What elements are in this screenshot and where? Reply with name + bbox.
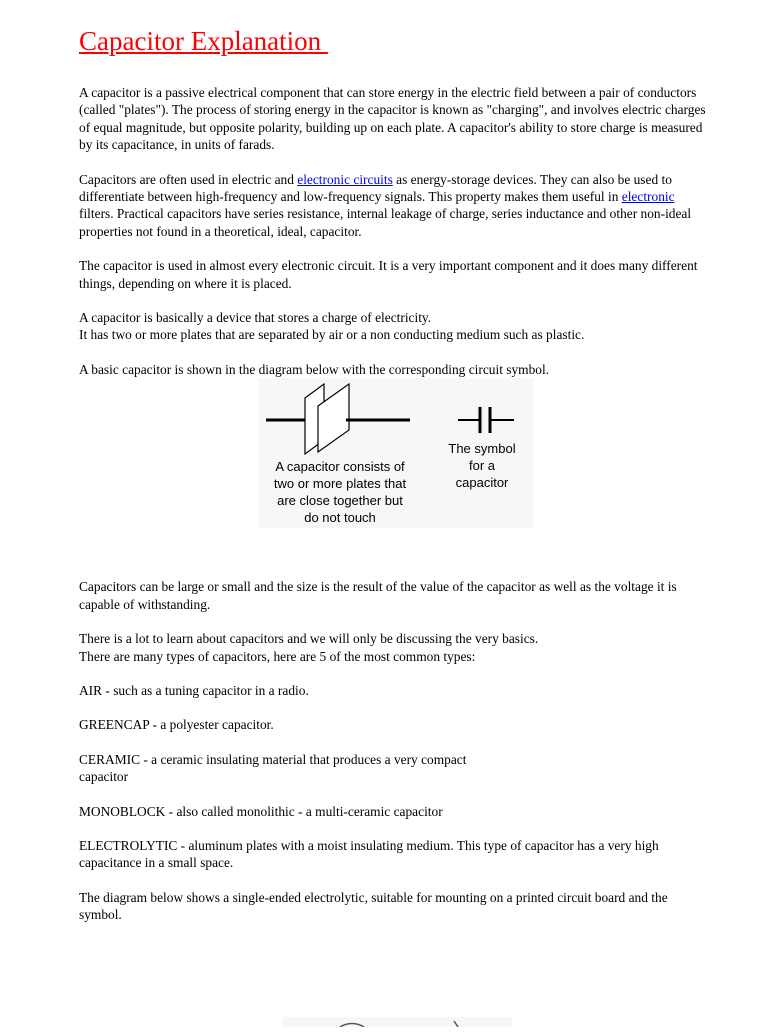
uses-text-c: filters. Practical capacitors have series resistance, internal leakage of charge, series inductance and other non-ideal properties not found in a theoretical, ideal, capacitor.	[79, 206, 692, 239]
caption-line-2: two or more plates that	[273, 476, 407, 491]
symbol-caption-line-3: capacitor	[455, 475, 509, 490]
uses-text-a: Capacitors are often used in electric and	[79, 171, 298, 187]
type-electrolytic: ELECTROLYTIC - aluminum plates with a moist insulating medium. This type of capacitor has a very high capacitance in a small space.	[79, 837, 659, 871]
types-intro-line-2: There are many types of capacitors, here are 5 of the most common types:	[79, 648, 476, 664]
diagram-intro-paragraph: A basic capacitor is shown in the diagram below with the corresponding circuit symbol.	[79, 361, 550, 377]
type-greencap: GREENCAP - a polyester capacitor.	[79, 717, 274, 733]
symbol-caption-line-1: The symbol	[448, 441, 516, 456]
types-intro-line-1: There is a lot to learn about capacitors and we will only be discussing the very basics.	[79, 631, 539, 647]
uses-text-b: as energy-storage devices. They can also be used to differentiate between high-frequency and low-frequency signals. This property makes them useful in	[79, 171, 672, 205]
page-title: Capacitor Explanation	[79, 26, 328, 56]
type-ceramic-line-2: capacitor	[79, 769, 129, 785]
intro-paragraph: A capacitor is a passive electrical component that can store energy in the electric field between a pair of conductors (called "plates"). The process of storing energy in the capacitor is known as "charging", and involves electric charges of equal magnitude, but opposite polarity, building up on each plate. A capacitor's ability to store charge is measured by its capacitance, in units of farads.	[79, 85, 706, 153]
capacitor-diagram	[258, 378, 534, 528]
importance-paragraph: The capacitor is used in almost every electronic circuit. It is a very important component and it does many different things, depending on where it is placed.	[79, 258, 698, 291]
electronic-circuits-link[interactable]: electronic circuits	[297, 171, 393, 187]
electrolytic-diagram-paragraph: The diagram below shows a single-ended electrolytic, suitable for mounting on a printed circuit board and the symbol.	[79, 889, 668, 923]
symbol-caption-line-2: for a	[468, 458, 496, 473]
electrolytic-diagram-top-edge	[282, 1014, 512, 1024]
type-monoblock: MONOBLOCK - also called monolithic - a multi-ceramic capacitor	[79, 803, 443, 819]
basic-device-line-2: It has two or more plates that are separated by air or a non conducting medium such as plastic.	[79, 327, 585, 343]
caption-line-1: A capacitor consists of	[275, 459, 405, 474]
type-ceramic	[79, 751, 709, 786]
basic-device-line-1: A capacitor is basically a device that stores a charge of electricity.	[79, 310, 432, 326]
size-paragraph: Capacitors can be large or small and the size is the result of the value of the capacitor as well as the voltage it is capable of withstanding.	[79, 579, 677, 612]
type-ceramic-line-1: CERAMIC - a ceramic insulating material that produces a very compact	[79, 751, 467, 767]
uses-paragraph	[79, 171, 709, 241]
capacitor-diagram-graphic	[258, 378, 534, 528]
caption-line-3: are close together but	[277, 493, 403, 508]
electronic-link[interactable]: electronic	[621, 189, 675, 205]
type-air: AIR - such as a tuning capacitor in a radio.	[79, 682, 309, 698]
basic-device-paragraph	[79, 309, 709, 344]
electrolytic-diagram-graphic	[282, 1017, 512, 1027]
types-intro-paragraph	[79, 630, 709, 665]
caption-line-4: do not touch	[304, 510, 376, 525]
